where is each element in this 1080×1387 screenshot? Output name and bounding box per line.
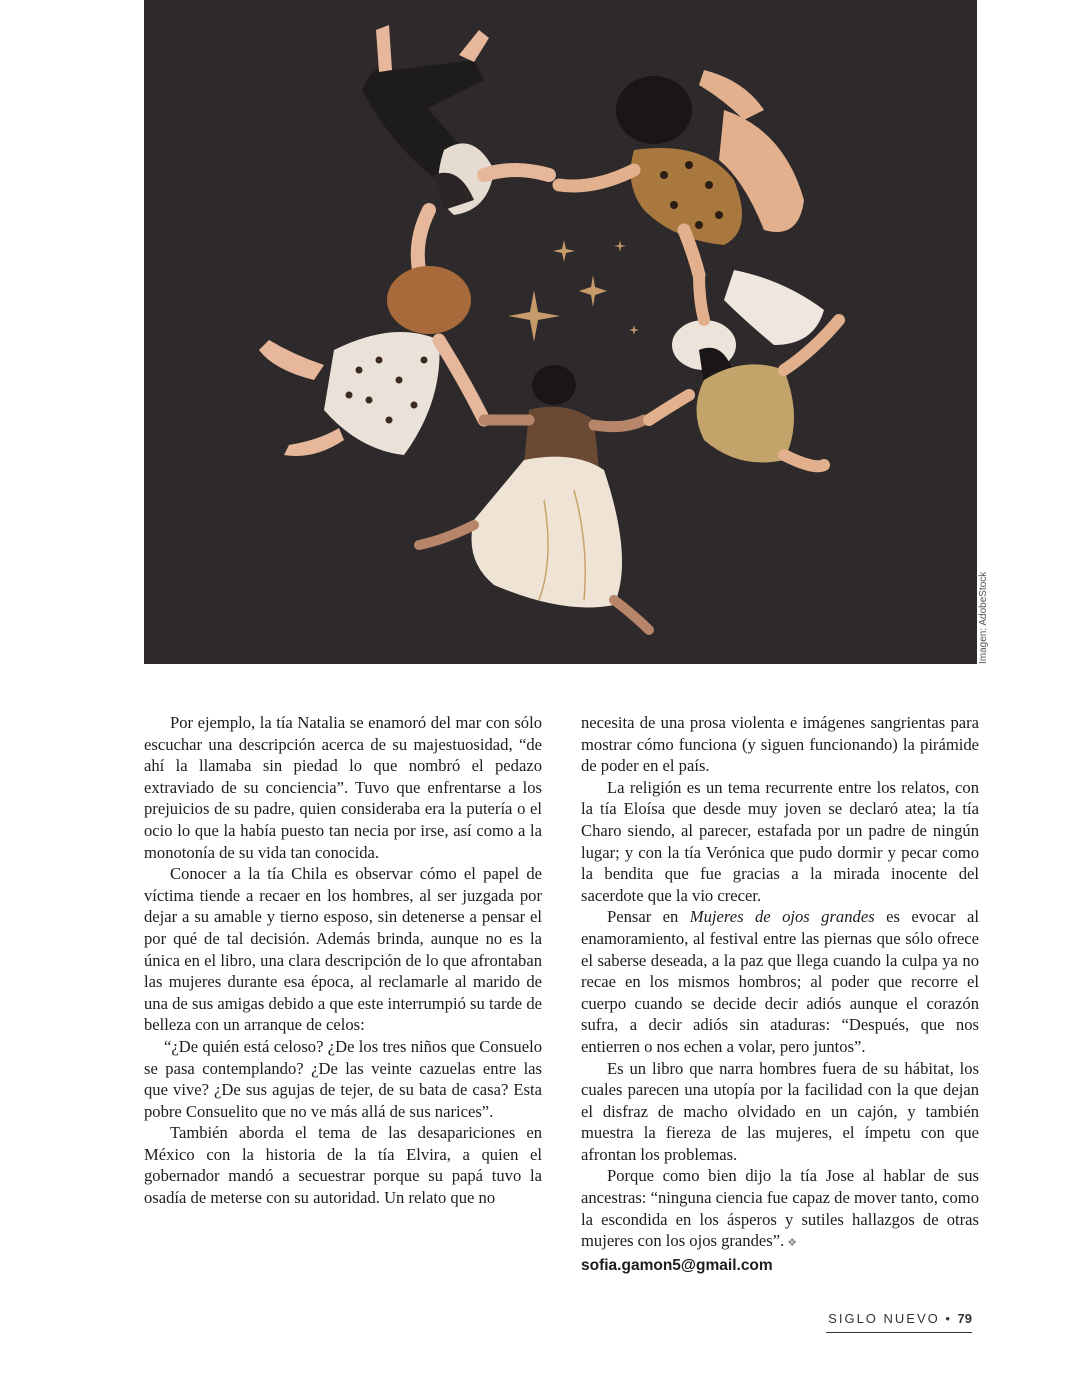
text-column-right	[581, 712, 979, 1276]
paragraph-pensar-rest: es evocar al enamoramiento, al festival entre las piernas que sólo ofrece el saberse deseada, a la paz que llega cuando la culpa ya no recae en los mismos hombros; al poder que recorre el cuerpo cuando se decide decir adiós aunque el corazón sufra, a decir adiós sin ataduras: “Después, que nos entierren o nos echen a volar, pero juntos”.	[581, 907, 979, 1056]
paragraph-continuation: necesita de una prosa violenta e imágenes sangrientas para mostrar cómo funciona (y siguen funcionando) la pirámide de poder en el país.	[581, 713, 979, 776]
book-title: Mujeres de ojos grandes	[689, 907, 875, 927]
paragraph-libro: Es un libro que narra hombres fuera de su hábitat, los cuales parecen una utopía por la facilidad con la que dejan el disfraz de macho olvidado en un cajón, y también muestra la fiereza de las mujeres, el ímpetu con que afrontan los problemas.	[581, 1058, 979, 1164]
paragraph-pensar-lead: Pensar en	[607, 907, 690, 927]
footer-separator: •	[939, 1311, 958, 1326]
paragraph-desapariciones: También aborda el tema de las desapariciones en México con la historia de la tía Elvira, a quien el gobernador mandó a secuestrar porque su papá tuvo la osadía de meterse con su autoridad. Un relato que no	[144, 1123, 542, 1208]
text-column-left	[144, 712, 542, 1209]
article-illustration	[144, 0, 977, 664]
image-credit: Imagen: AdobeStock	[978, 571, 989, 664]
figure-cream-skirt	[419, 365, 649, 630]
sparkle-stars	[508, 240, 639, 342]
end-mark-icon: ❖	[787, 1237, 798, 1250]
paragraph-porque	[581, 1165, 979, 1254]
author-email: sofia.gamon5@gmail.com	[581, 1256, 773, 1274]
paragraph-chila: Conocer a la tía Chila es observar cómo el papel de víctima tiende a recaer en los hombres, al ser juzgada por dejar a su amable y tierno esposo, sin detenerse a pensar el por qué de tal decisión. Además brinda, aunque no es la única en el libro, una clara descripción de lo que afrontaban las mujeres durante esa época, al reclamarle al marido de una de sus amigas debido a que este interrumpió su tarde de belleza con un arranque de celos:	[144, 864, 542, 1035]
paragraph-natalia: Por ejemplo, la tía Natalia se enamoró del mar con sólo escuchar una descripción acerca de su majestuosidad, “de ahí la llamaba sin piedad lo que nombró el pedazo extraviado de su conciencia”. Tuvo que enfrentarse a los prejuicios de su padre, quien consideraba era la putería o el ocio lo que la había puesto tan necia por irse, así como a la monotonía de su vida tan conocida.	[144, 713, 542, 862]
paragraph-porque-text: Porque como bien dijo la tía Jose al hablar de sus ancestras: “ninguna ciencia fue capaz de mover tanto, como la escondida en los ásperos y sutiles hallazgos de otras mujeres con los ojos grandes”.	[581, 1166, 979, 1251]
figure-leopard	[559, 70, 804, 275]
dancing-women-illustration	[144, 0, 977, 664]
page-footer	[826, 1311, 972, 1333]
quote-consuelo: “¿De quién está celoso? ¿De los tres niños que Consuelo se pasa contemplando? ¿De las veinte cazuelas entre las que vive? ¿De sus agujas de tejer, de su bata de casa? Esta pobre Consuelito que no ve más allá de sus narices”.	[144, 1036, 542, 1121]
figure-khaki-pants	[649, 270, 839, 466]
figure-patterned-dress	[259, 266, 484, 456]
paragraph-pensar	[581, 906, 979, 1057]
paragraph-religion: La religión es un tema recurrente entre los relatos, con la tía Eloísa que desde muy joven se declaró atea; la tía Charo siendo, al parecer, estafada por un padre de ningún lugar; y con la tía Verónica que pudo dormir y pecar como la bendita que fue gracias a la mirada inocente del sacerdote que la vio crecer.	[581, 777, 979, 905]
figure-black-pants	[362, 25, 549, 270]
publication-name: SIGLO NUEVO	[828, 1311, 940, 1326]
page-number: 79	[957, 1311, 972, 1326]
